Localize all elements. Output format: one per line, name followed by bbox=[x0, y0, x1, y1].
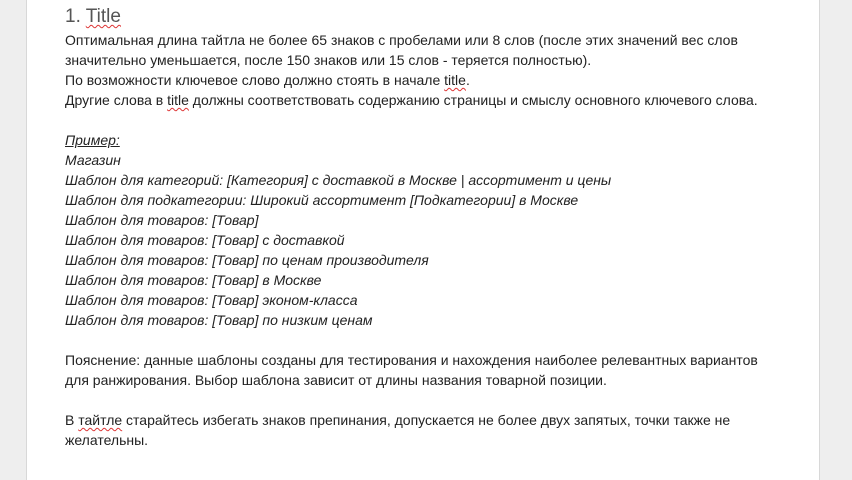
text: старайтесь избегать знаков препинания, допускается не более двух запятых, точки также не желательны. bbox=[65, 412, 731, 448]
text: В bbox=[65, 412, 79, 428]
misspelled-word[interactable]: тайтле bbox=[78, 412, 123, 428]
heading-number: 1. bbox=[65, 6, 86, 27]
example-line: Шаблон для товаров: [Товар] эконом-класса bbox=[65, 292, 358, 308]
example-line: Шаблон для товаров: [Товар] в Москве bbox=[65, 272, 322, 288]
text: Другие слова в bbox=[65, 92, 168, 108]
example-line: Шаблон для товаров: [Товар] по низким ценам bbox=[65, 312, 373, 328]
text: По возможности ключевое слово должно стоять в начале bbox=[65, 72, 445, 88]
heading-title: Title bbox=[85, 6, 121, 27]
intro-line-3 bbox=[65, 90, 785, 110]
note-paragraph bbox=[65, 410, 785, 450]
misspelled-word[interactable]: title bbox=[167, 92, 189, 108]
example-line: Шаблон для товаров: [Товар] bbox=[65, 212, 259, 228]
example-line: Шаблон для товаров: [Товар] с доставкой bbox=[65, 232, 345, 248]
section-heading bbox=[65, 4, 785, 30]
intro-line-2 bbox=[65, 70, 785, 90]
example-label: Пример: bbox=[65, 132, 120, 148]
document-page[interactable] bbox=[26, 0, 820, 480]
intro-line-1: Оптимальная длина тайтла не более 65 знаков с пробелами или 8 слов (после этих значений вес слов значительно уменьшается, после 150 знаков или 15 слов - теряется полностью). bbox=[65, 32, 738, 68]
explanation-paragraph: Пояснение: данные шаблоны созданы для тестирования и нахождения наиболее релевантных вариантов для ранжирования. Выбор шаблона зависит от длины названия товарной позиции. bbox=[65, 352, 758, 388]
text: должны соответствовать содержанию страницы и смыслу основного ключевого слова. bbox=[188, 92, 758, 108]
document-body[interactable] bbox=[65, 4, 785, 450]
text: . bbox=[465, 72, 470, 88]
example-line: Шаблон для категорий: [Категория] с доставкой в Москве | ассортимент и цены bbox=[65, 172, 612, 188]
misspelled-word[interactable]: title bbox=[444, 72, 466, 88]
example-line: Магазин bbox=[65, 152, 121, 168]
example-line: Шаблон для товаров: [Товар] по ценам производителя bbox=[65, 252, 429, 268]
example-line: Шаблон для подкатегории: Широкий ассортимент [Подкатегории] в Москве bbox=[65, 192, 579, 208]
